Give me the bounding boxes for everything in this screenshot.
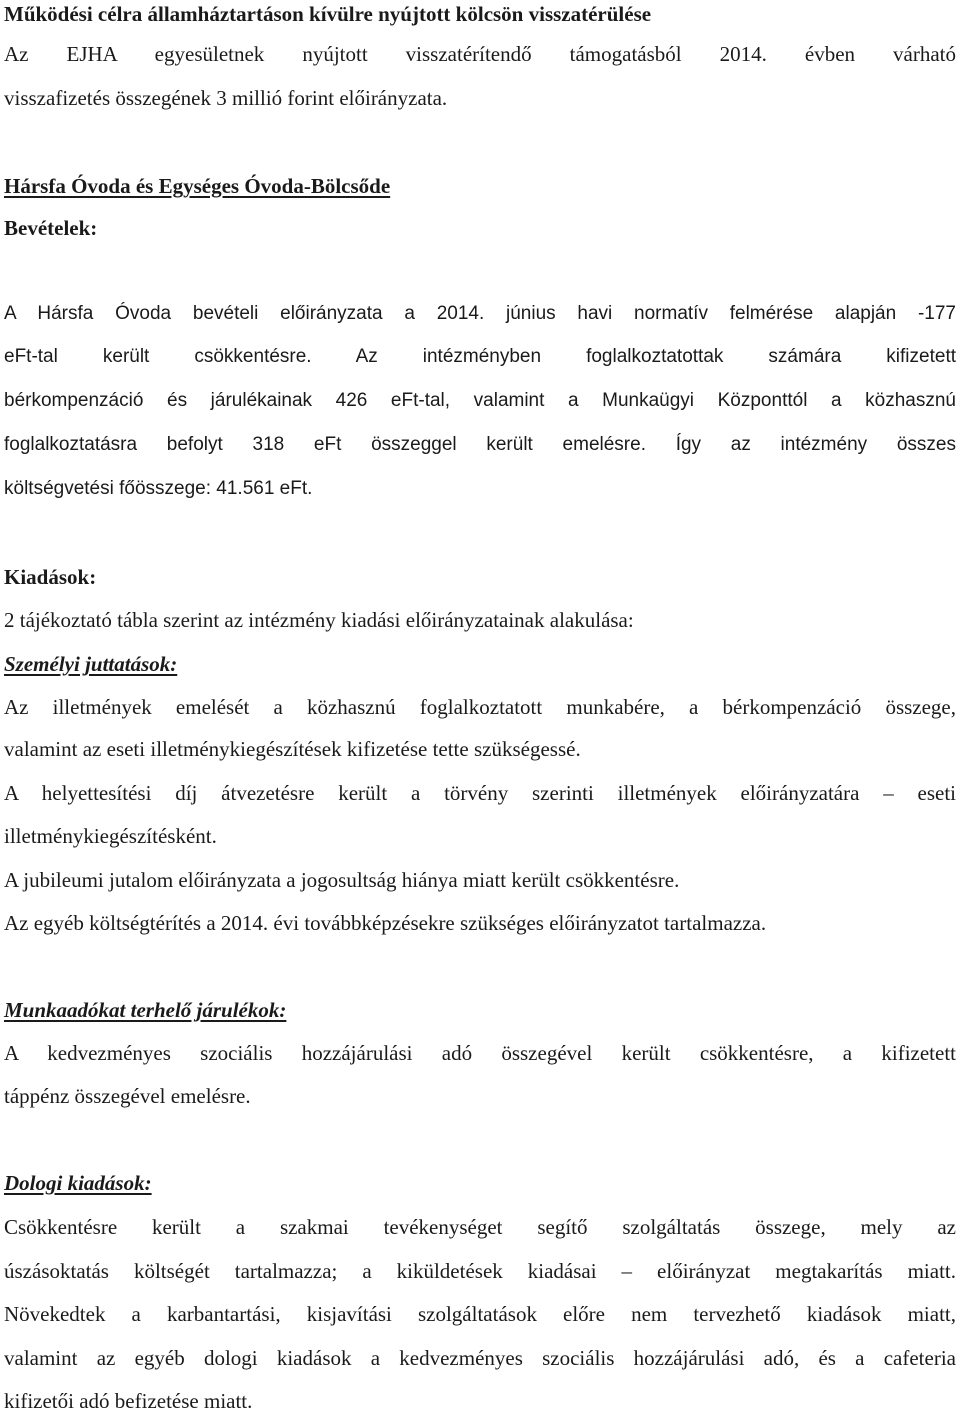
paragraph-line: A helyettesítési díj átvezetésre került a törvény szerinti illetmények előirányzatára – eseti — [4, 781, 956, 805]
personnel-heading — [4, 651, 956, 677]
personnel-heading-text: Személyi juttatások: — [4, 652, 178, 676]
paragraph-line: úszásoktatás költségét tartalmazza; a kiküldetések kiadásai – előirányzat megtakarítás miatt. — [4, 1259, 956, 1283]
paragraph-line: eFt-tal került csökkentésre. Az intézményben foglalkoztatottak számára kifizetett — [4, 346, 956, 367]
paragraph-line: bérkompenzáció és járulékainak 426 eFt-tal, valamint a Munkaügyi Központtól a közhasznú — [4, 390, 956, 411]
institution-heading-text: Hársfa Óvoda és Egységes Óvoda-Bölcsőde — [4, 174, 391, 198]
paragraph-line: valamint az egyéb dologi kiadások a kedvezményes szociális hozzájárulási adó, és a cafeteria — [4, 1346, 956, 1370]
paragraph-line: illetménykiegészítésként. — [4, 824, 217, 848]
paragraph-line: A Hársfa Óvoda bevételi előirányzata a 2014. június havi normatív felmérése alapján -177 — [4, 303, 956, 324]
paragraph-line: A kedvezményes szociális hozzájárulási adó összegével került csökkentésre, a kifizetett — [4, 1041, 956, 1065]
paragraph-line: költségvetési főösszege: 41.561 eFt. — [4, 478, 313, 499]
income-label: Bevételek: — [4, 216, 98, 240]
paragraph-line: táppénz összegével emelésre. — [4, 1084, 251, 1108]
material-heading — [4, 1170, 956, 1196]
paragraph-line: foglalkoztatásra befolyt 318 eFt összeggel került emelésre. Így az intézmény összes — [4, 434, 956, 455]
paragraph-line: Növekedtek a karbantartási, kisjavítási szolgáltatások előre nem tervezhető kiadások miatt, — [4, 1302, 956, 1326]
paragraph-line: A jubileumi jutalom előirányzata a jogosultság hiánya miatt került csökkentésre. — [4, 868, 680, 892]
paragraph-line: valamint az eseti illetménykiegészítések kifizetése tette szükségessé. — [4, 737, 581, 761]
expenses-intro: 2 tájékoztató tábla szerint az intézmény kiadási előirányzatainak alakulása: — [4, 608, 634, 632]
paragraph-line: Az EJHA egyesületnek nyújtott visszatérítendő támogatásból 2014. évben várható — [4, 42, 956, 66]
loan-repayment-heading: Működési célra államháztartáson kívülre nyújtott kölcsön visszatérülése — [4, 2, 652, 26]
paragraph-line: visszafizetés összegének 3 millió forint előirányzata. — [4, 86, 448, 110]
paragraph-line: Az egyéb költségtérítés a 2014. évi továbbképzésekre szükséges előirányzatot tartalmazza. — [4, 911, 767, 935]
contributions-heading — [4, 997, 956, 1023]
paragraph-line: Az illetmények emelését a közhasznú foglalkoztatott munkabére, a bérkompenzáció összege, — [4, 695, 956, 719]
material-heading-text: Dologi kiadások: — [4, 1171, 152, 1195]
institution-heading — [4, 173, 956, 199]
paragraph-line: kifizetői adó befizetése miatt. — [4, 1389, 253, 1413]
paragraph-line: Csökkentésre került a szakmai tevékenységet segítő szolgáltatás összege, mely az — [4, 1215, 956, 1239]
contributions-heading-text: Munkaadókat terhelő járulékok: — [4, 998, 287, 1022]
expenses-heading: Kiadások: — [4, 565, 97, 589]
